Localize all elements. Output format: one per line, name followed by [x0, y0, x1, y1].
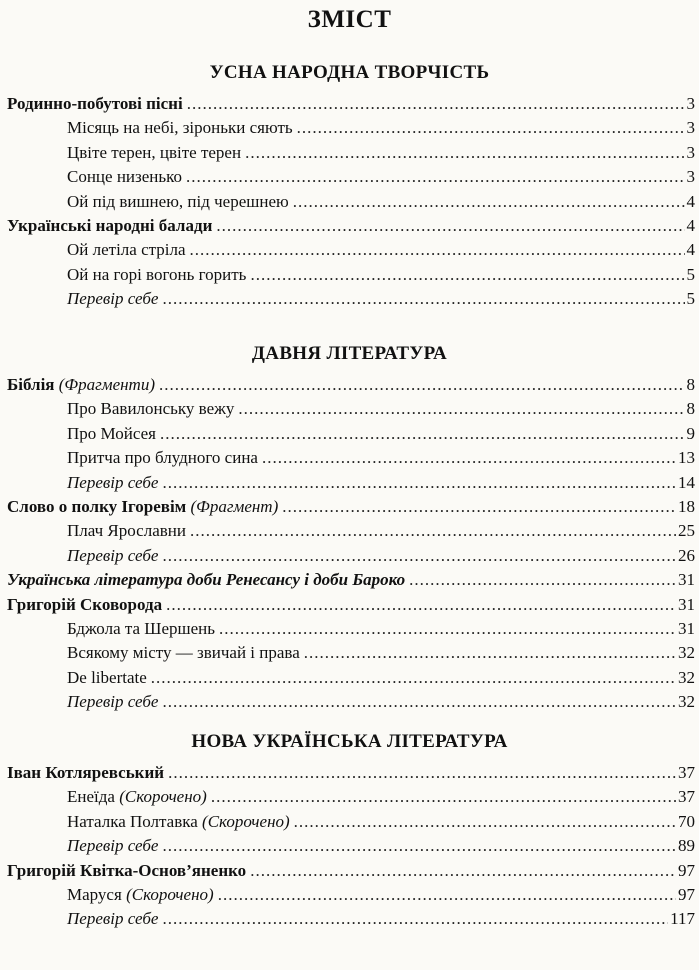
toc-entry-text: Місяць на небі, зіроньки сяють [67, 118, 293, 138]
toc-entry-subtitle: (Фрагменти) [58, 375, 155, 394]
toc-entry-subtitle: (Фрагмент) [190, 497, 279, 516]
dot-leader [219, 619, 676, 639]
toc-entry-title [67, 619, 215, 639]
dot-leader [162, 836, 676, 856]
toc-entry-title [67, 473, 158, 493]
toc-entry-text: Родинно-побутові пісні [7, 94, 183, 113]
toc-entry-text: Перевір себе [67, 909, 159, 929]
dot-leader [211, 787, 676, 807]
toc-entry-title [67, 885, 214, 905]
page-number: 26 [678, 545, 695, 565]
toc-entry [0, 167, 699, 191]
dot-leader [187, 94, 685, 114]
dot-leader [160, 424, 685, 444]
dot-leader [162, 546, 676, 566]
page-number: 31 [678, 570, 695, 590]
dot-leader [250, 861, 676, 881]
page-number: 8 [686, 375, 695, 394]
toc-entry-text: Ой летіла стріла [67, 240, 186, 260]
toc-entry-text: Українські народні балади [7, 216, 213, 235]
toc-entry-title [67, 289, 158, 309]
page-number: 4 [686, 240, 695, 260]
toc-entry-text: Наталка Полтавка [67, 811, 198, 831]
toc-entry [0, 497, 699, 521]
toc-entry-text: Цвіте терен, цвіте терен [67, 142, 242, 162]
toc-entry-text: Григорій Сковорода [7, 594, 163, 614]
toc-entry [0, 118, 699, 142]
toc-entry-title [7, 861, 246, 881]
dot-leader [282, 497, 676, 517]
toc-entry [0, 265, 699, 289]
page-number: 3 [686, 167, 695, 187]
page-number: 8 [686, 399, 695, 419]
page-number: 4 [686, 216, 695, 235]
toc-entry [0, 289, 699, 313]
toc-entry-text: Перевір себе [67, 472, 159, 492]
dot-leader [238, 399, 684, 419]
page-number: 3 [686, 94, 695, 113]
toc-entry-title [67, 692, 158, 712]
page-number: 31 [678, 619, 695, 638]
page-number: 37 [678, 763, 695, 782]
dot-leader [190, 240, 685, 260]
page-number: 31 [678, 594, 695, 614]
toc-entry-title [7, 94, 183, 114]
toc-entry-title [67, 167, 182, 187]
toc-entry-text: Про Мойсея [67, 423, 156, 443]
page-number: 97 [678, 885, 695, 904]
toc-entry-title [67, 521, 186, 541]
page-number: 13 [678, 448, 695, 468]
toc-entry-title [67, 812, 290, 832]
toc-entry-text: Бджола та Шершень [67, 619, 215, 638]
toc-entry-title [7, 497, 278, 517]
dot-leader [297, 118, 685, 138]
toc-entry [0, 643, 699, 667]
dot-leader [166, 595, 676, 615]
toc-entry-title [67, 424, 156, 444]
page-number: 37 [678, 787, 695, 807]
dot-leader [294, 812, 676, 832]
toc-entry-text: Перевір себе [67, 545, 159, 565]
toc-entry-title [67, 143, 241, 163]
section-heading: УСНА НАРОДНА ТВОРЧІСТЬ [209, 62, 490, 83]
toc-entry-title [67, 668, 147, 688]
toc-entry [0, 787, 699, 811]
toc-entry-text: Енеїда [67, 787, 115, 807]
toc-entry-title [67, 448, 258, 468]
toc-entry [0, 668, 699, 692]
dot-leader [162, 692, 676, 712]
page-number: 97 [678, 860, 695, 880]
toc-entry [0, 94, 699, 118]
section-heading: ДАВНЯ ЛІТЕРАТУРА [251, 343, 448, 364]
page-number: 70 [678, 811, 695, 831]
toc-entry [0, 570, 699, 594]
section-heading: НОВА УКРАЇНСЬКА ЛІТЕРАТУРА [191, 731, 508, 752]
toc-entry [0, 861, 699, 885]
page-number: 14 [678, 472, 695, 492]
toc-entry-title [7, 595, 162, 615]
dot-leader [293, 192, 685, 212]
page-number: 25 [678, 521, 695, 541]
toc-entry [0, 521, 699, 545]
dot-leader [168, 763, 676, 783]
toc-entry-text: De libertate [67, 667, 147, 687]
toc-entry [0, 192, 699, 216]
toc-entry [0, 473, 699, 497]
toc-entry [0, 812, 699, 836]
toc-entry-title [67, 399, 234, 419]
toc-entry [0, 692, 699, 716]
toc-entry [0, 375, 699, 399]
dot-leader [186, 167, 684, 187]
page-number: 3 [686, 142, 695, 162]
page-number: 117 [670, 909, 695, 929]
toc-entry-text: Григорій Квітка-Основ’яненко [7, 860, 247, 880]
page-number: 18 [678, 497, 695, 516]
dot-leader [304, 643, 676, 663]
toc-entry-text: Притча про блудного сина [67, 448, 258, 468]
page-number: 32 [678, 692, 695, 712]
toc-entry-title [67, 909, 158, 929]
toc-entry-title [67, 118, 293, 138]
toc-entry-text: Українська література доби Ренесансу і доби Бароко [7, 570, 406, 590]
toc-entry-text: Перевір себе [67, 289, 159, 309]
toc-entry [0, 909, 699, 933]
toc-entry [0, 595, 699, 619]
toc-entry-text: Ой під вишнею, під черешнею [67, 191, 289, 211]
dot-leader [162, 909, 668, 929]
toc-entry-text: Сонце низенько [67, 167, 183, 187]
toc-entry-title [7, 216, 212, 236]
toc-entry-title [7, 375, 155, 395]
toc-entry-subtitle: (Скорочено) [126, 885, 214, 904]
dot-leader [262, 448, 676, 468]
page-number: 32 [678, 667, 695, 687]
toc-entry-subtitle: (Скорочено) [119, 787, 207, 807]
toc-entry-text: Слово о полку Ігоревім [7, 497, 187, 516]
toc-entry-text: Ой на горі вогонь горить [67, 264, 247, 284]
toc-entry [0, 216, 699, 240]
toc-entry-text: Всякому місту — звичай і права [67, 643, 300, 663]
page-number: 89 [678, 836, 695, 856]
toc-entry [0, 240, 699, 264]
toc-entry-title [7, 570, 405, 590]
page-number: 4 [686, 191, 695, 211]
toc-entry [0, 448, 699, 472]
dot-leader [162, 473, 676, 493]
dot-leader [151, 668, 676, 688]
toc-entry-text: Біблія [7, 375, 55, 394]
toc-entry-title [7, 763, 164, 783]
toc-entry [0, 546, 699, 570]
toc-entry-text: Про Вавилонську вежу [67, 399, 235, 419]
dot-leader [409, 570, 676, 590]
page-number: 9 [686, 423, 695, 443]
toc-entry-text: Плач Ярославни [67, 521, 186, 541]
page-title: ЗМІСТ [307, 6, 392, 33]
toc-entry-title [67, 643, 300, 663]
toc-entry-title [67, 265, 246, 285]
dot-leader [159, 375, 685, 395]
page-number: 3 [686, 118, 695, 138]
toc-entry-text: Маруся [67, 885, 122, 904]
toc-entry [0, 836, 699, 860]
dot-leader [218, 885, 676, 905]
toc-entry-text: Іван Котляревський [7, 763, 165, 782]
dot-leader [216, 216, 684, 236]
toc-entry-title [67, 546, 158, 566]
toc-entry-title [67, 192, 289, 212]
toc-entry [0, 619, 699, 643]
toc-entry [0, 424, 699, 448]
toc-entry-title [67, 787, 207, 807]
page-number: 5 [686, 264, 695, 284]
toc-entry [0, 399, 699, 423]
dot-leader [190, 521, 676, 541]
page-number: 32 [678, 643, 695, 663]
dot-leader [245, 143, 684, 163]
toc-entry-text: Перевір себе [67, 836, 159, 856]
page-number: 5 [686, 289, 695, 309]
toc-entry [0, 763, 699, 787]
toc-entry [0, 143, 699, 167]
toc-entry-subtitle: (Скорочено) [202, 811, 290, 831]
dot-leader [250, 265, 684, 285]
toc-entry-text: Перевір себе [67, 692, 159, 712]
toc-entry-title [67, 836, 158, 856]
toc-entry [0, 885, 699, 909]
dot-leader [162, 289, 684, 309]
toc-entry-title [67, 240, 186, 260]
